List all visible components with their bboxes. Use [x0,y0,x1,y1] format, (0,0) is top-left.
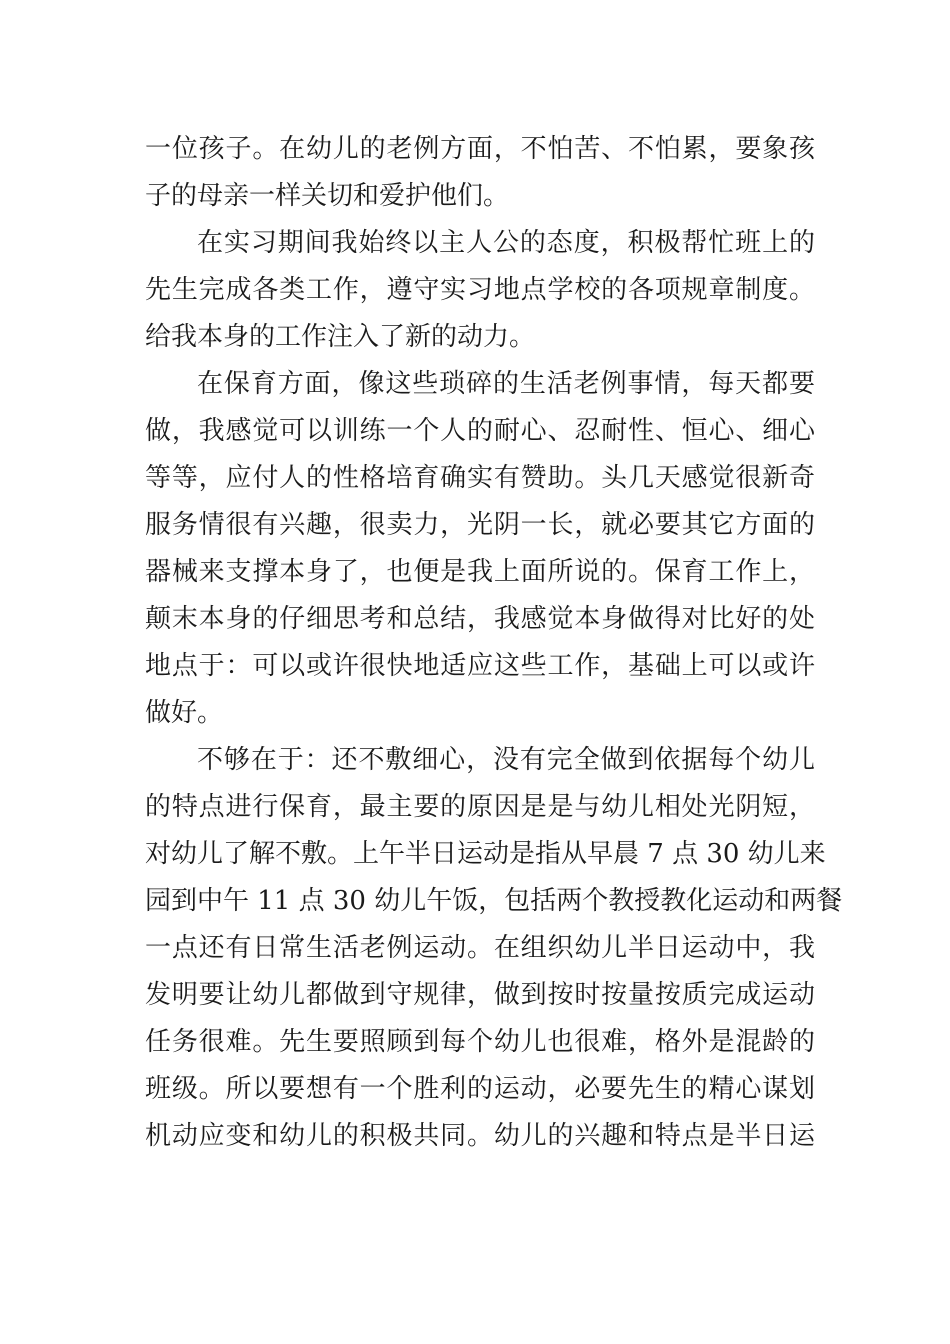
text-line: 器械来支撑本身了，也便是我上面所说的。保育工作上， [145,557,815,587]
body-text [145,126,843,1160]
text-line: 做好。 [145,698,224,728]
text-line: 对幼儿了解不敷。上午半日运动是指从早晨 7 点 30 幼儿来 [145,839,826,869]
text-line: 等等，应付人的性格培育确实有赞助。头几天感觉很新奇 [145,463,815,493]
text-line: 一点还有日常生活老例运动。在组织幼儿半日运动中，我 [145,933,815,963]
text-line: 任务很难。先生要照顾到每个幼儿也很难，格外是混龄的 [145,1027,815,1057]
text-line: 给我本身的工作注入了新的动力。 [145,322,536,352]
text-line: 园到中午 11 点 30 幼儿午饭，包括两个教授教化运动和两餐 [145,886,843,916]
text-line: 机动应变和幼儿的积极共同。幼儿的兴趣和特点是半日运 [145,1121,815,1151]
paragraph-1 [145,126,815,220]
text-line: 的特点进行保育，最主要的原因是是与幼儿相处光阴短， [145,792,815,822]
text-line: 颠末本身的仔细思考和总结，我感觉本身做得对比好的处 [145,604,815,634]
text-line: 一位孩子。在幼儿的老例方面，不怕苦、不怕累，要象孩 [145,134,815,164]
text-line: 发明要让幼儿都做到守规律，做到按时按量按质完成运动 [145,980,815,1010]
text-line: 做，我感觉可以训练一个人的耐心、忍耐性、恒心、细心 [145,416,815,446]
text-line: 子的母亲一样关切和爱护他们。 [145,181,510,211]
paragraph-4 [145,737,843,1160]
paragraph-3 [145,361,815,737]
text-line: 不够在于：还不敷细心，没有完全做到依据每个幼儿 [197,745,815,775]
text-line: 在保育方面，像这些琐碎的生活老例事情，每天都要 [197,369,815,399]
text-line: 在实习期间我始终以主人公的态度，积极帮忙班上的 [197,228,815,258]
text-line: 先生完成各类工作，遵守实习地点学校的各项规章制度。 [145,275,815,305]
text-line: 服务情很有兴趣，很卖力，光阴一长，就必要其它方面的 [145,510,815,540]
paragraph-2 [145,220,815,361]
text-line: 班级。所以要想有一个胜利的运动，必要先生的精心谋划 [145,1074,815,1104]
text-line: 地点于：可以或许很快地适应这些工作，基础上可以或许 [145,651,815,681]
